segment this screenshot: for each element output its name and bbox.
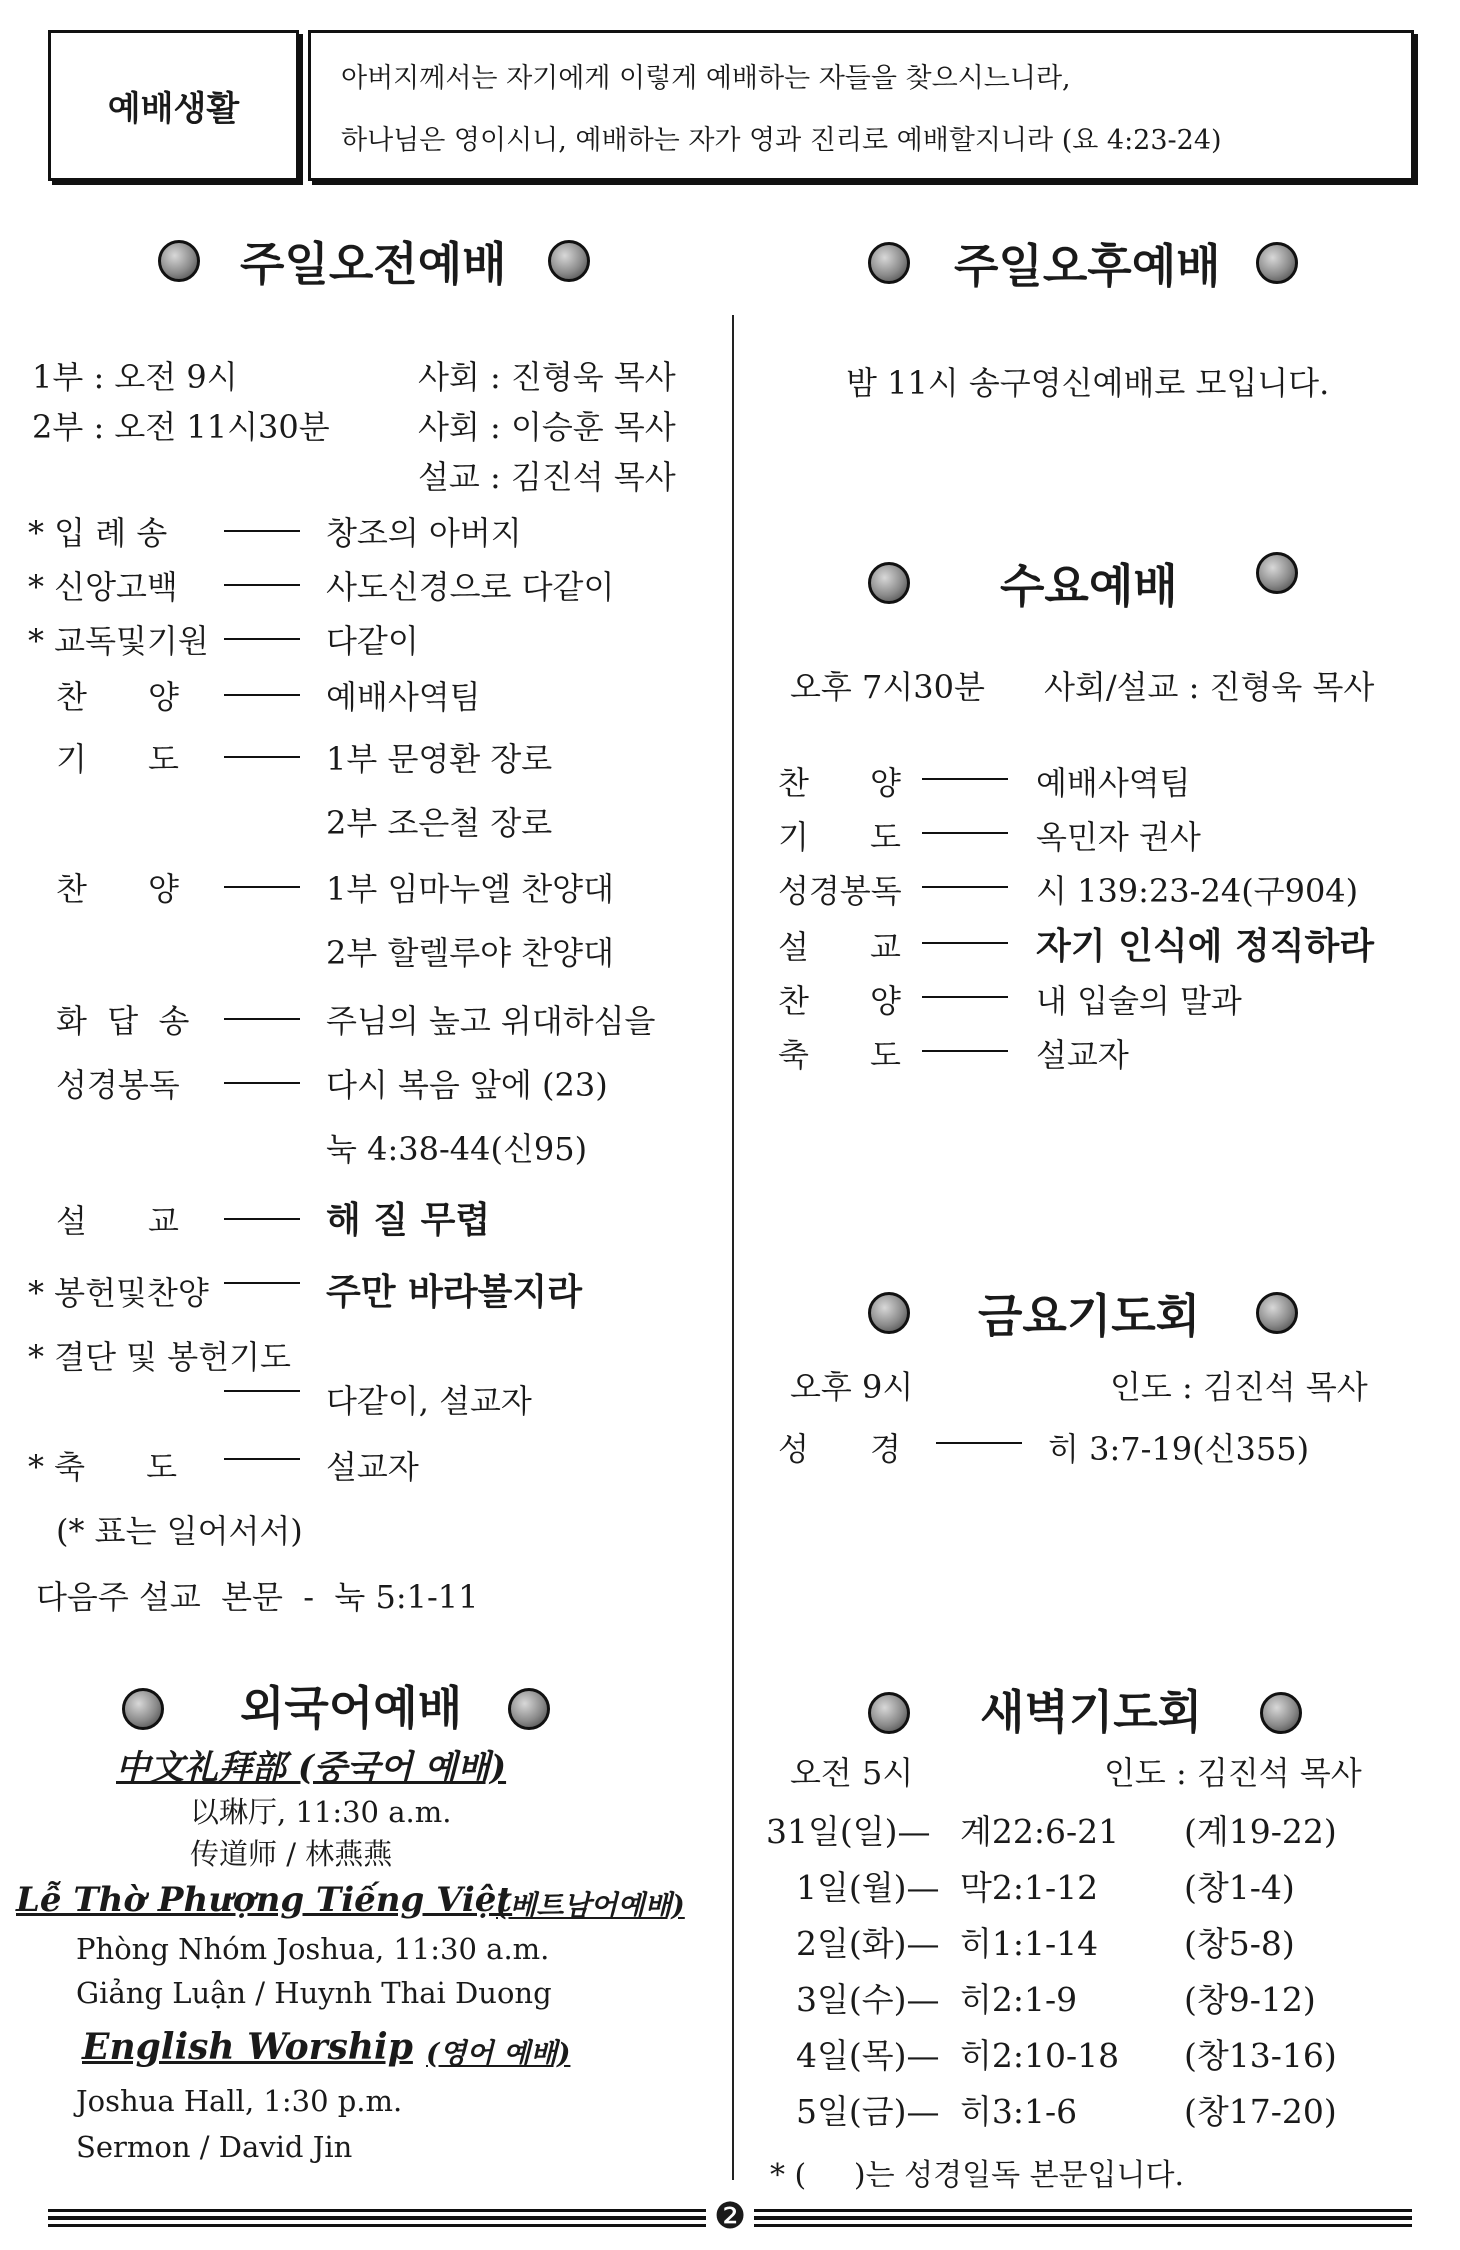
order-value: 1부 문영환 장로: [326, 740, 553, 778]
order-label: 찬 양: [778, 982, 901, 1020]
order-value: 1부 임마누엘 찬양대: [326, 870, 614, 908]
order-label: 찬 양: [56, 678, 179, 716]
order-value: 설교자: [326, 1448, 419, 1486]
order-dash: [224, 638, 300, 640]
dawn-row-reading: (창1-4): [1184, 1868, 1295, 1907]
dawn-title: 새벽기도회: [980, 1685, 1203, 1739]
order-label: 설 교: [778, 928, 901, 966]
offering-hymn: 주만 바라볼지라: [326, 1272, 582, 1313]
next-week-sermon: 다음주 설교 본문 - 눅 5:1-11: [36, 1578, 479, 1616]
bullet-icon: [868, 1292, 910, 1334]
order-dash: [224, 1018, 300, 1020]
dawn-row-reading: (창17-20): [1184, 2092, 1337, 2131]
order-dash: [224, 756, 300, 758]
order-label: 기 도: [778, 818, 901, 856]
order-dash: [224, 584, 300, 586]
order-dash: [224, 530, 300, 532]
wednesday-time: 오후 7시30분: [790, 668, 985, 706]
svc2-time: 2부 : 오전 11시30분: [32, 408, 330, 446]
dawn-row-day: 1일(월)—: [796, 1868, 940, 1907]
order-dash: [922, 778, 1008, 780]
dawn-row-day: 4일(목)—: [796, 2036, 940, 2075]
order-label: * 봉헌및찬양: [28, 1274, 209, 1312]
dawn-row-text: 히3:1-6: [960, 2092, 1078, 2131]
wednesday-sermon-title: 자기 인식에 정직하라: [1036, 926, 1375, 967]
english-service-sub: (영어 예배): [426, 2037, 571, 2070]
viet-service-sub: (베트남어예배): [496, 1889, 685, 1922]
order-label: 찬 양: [778, 764, 901, 802]
dawn-time: 오전 5시: [790, 1754, 914, 1792]
dawn-row-reading: (창5-8): [1184, 1924, 1295, 1963]
bullet-icon: [1256, 1292, 1298, 1334]
order-label: * 결단 및 봉헌기도: [28, 1338, 291, 1376]
order-value-2: 2부 할렐루야 찬양대: [326, 934, 614, 972]
dawn-row-reading: (창13-16): [1184, 2036, 1337, 2075]
column-divider: [732, 315, 734, 2180]
order-label: * 입 례 송: [28, 514, 168, 552]
order-label: 화 답 송: [56, 1002, 190, 1040]
order-value: 다같이, 설교자: [326, 1382, 532, 1420]
chinese-line2: 传道师 / 林燕燕: [190, 1837, 393, 1871]
header-verse-line1: 아버지께서는 자기에게 이렇게 예배하는 자들을 찾으시느니라,: [341, 63, 1071, 94]
svc2-leader: 사회 : 이승훈 목사: [418, 408, 676, 446]
bullet-icon: [868, 1692, 910, 1734]
bullet-icon: [868, 562, 910, 604]
order-value: 다시 복음 앞에 (23): [326, 1066, 608, 1104]
wednesday-leader: 사회/설교 : 진형욱 목사: [1044, 668, 1375, 706]
order-value: 옥민자 권사: [1036, 818, 1201, 856]
foreign-title: 외국어예배: [240, 1681, 463, 1735]
header-verse-box: [308, 30, 1414, 181]
footer-rule-right-mid: [754, 2216, 1412, 2220]
dawn-row-day: 5일(금)—: [796, 2092, 940, 2131]
dawn-row-text: 히1:1-14: [960, 1924, 1099, 1963]
bullet-icon: [122, 1688, 164, 1730]
order-value: 예배사역팀: [326, 678, 481, 716]
order-dash: [922, 886, 1008, 888]
english-service-title: English Worship: [82, 2026, 413, 2068]
order-dash: [922, 996, 1008, 998]
page-number: ❷: [713, 2196, 747, 2237]
order-value: 설교자: [1036, 1036, 1129, 1074]
order-label: 설 교: [56, 1202, 179, 1240]
dawn-row-day: 2일(화)—: [796, 1924, 940, 1963]
order-dash: [936, 1442, 1022, 1444]
bullet-icon: [1256, 552, 1298, 594]
order-dash: [224, 1218, 300, 1220]
afternoon-text: 밤 11시 송구영신예배로 모입니다.: [846, 364, 1330, 402]
standing-note: (* 표는 일어서서): [56, 1512, 303, 1550]
friday-leader: 인도 : 김진석 목사: [1110, 1368, 1368, 1406]
friday-title: 금요기도회: [978, 1289, 1201, 1343]
order-value: 다같이: [326, 622, 419, 660]
english-line2: Sermon / David Jin: [76, 2130, 353, 2164]
viet-line1: Phòng Nhóm Joshua, 11:30 a.m.: [76, 1932, 550, 1966]
order-dash: [224, 1390, 300, 1392]
order-value: 예배사역팀: [1036, 764, 1191, 802]
order-label: 성경봉독: [56, 1066, 180, 1104]
order-label: 성경봉독: [778, 872, 902, 910]
order-value: 주님의 높고 위대하심을: [326, 1002, 656, 1040]
dawn-row-reading: (계19-22): [1184, 1812, 1337, 1851]
header-label: 예배생활: [107, 89, 240, 129]
english-line1: Joshua Hall, 1:30 p.m.: [76, 2084, 403, 2118]
order-value: 창조의 아버지: [326, 514, 522, 552]
order-dash: [922, 832, 1008, 834]
order-label: * 축 도: [28, 1448, 178, 1486]
dawn-row-text: 히2:1-9: [960, 1980, 1078, 2019]
friday-scripture: 히 3:7-19(신355): [1048, 1430, 1310, 1468]
order-value-2: 2부 조은철 장로: [326, 804, 553, 842]
order-label: 기 도: [56, 740, 179, 778]
order-label: 찬 양: [56, 870, 179, 908]
bullet-icon: [1256, 242, 1298, 284]
friday-scripture-label: 성 경: [778, 1430, 901, 1468]
order-label: * 신앙고백: [28, 568, 178, 606]
order-dash: [224, 694, 300, 696]
header-verse-line2: 하나님은 영이시니, 예배하는 자가 영과 진리로 예배할지니라 (요 4:23-24): [341, 125, 1222, 156]
dawn-row-reading: (창9-12): [1184, 1980, 1316, 2019]
order-dash: [224, 886, 300, 888]
dawn-row-text: 계22:6-21: [960, 1812, 1120, 1851]
order-value: 시 139:23-24(구904): [1036, 872, 1359, 910]
chinese-service-title: 中文礼拜部 (중국어 예배): [116, 1748, 507, 1788]
friday-time: 오후 9시: [790, 1368, 914, 1406]
dawn-row-day: 31일(일)—: [766, 1812, 931, 1851]
wednesday-title: 수요예배: [1000, 559, 1178, 613]
order-value: 내 입술의 말과: [1036, 982, 1242, 1020]
bullet-icon: [548, 240, 590, 282]
order-value-2: 눅 4:38-44(신95): [326, 1130, 588, 1168]
footer-rule-left-mid: [48, 2216, 706, 2220]
order-dash: [922, 942, 1008, 944]
dawn-leader: 인도 : 김진석 목사: [1104, 1754, 1362, 1792]
viet-line2: Giảng Luận / Huynh Thai Duong: [76, 1976, 552, 2010]
order-value: 사도신경으로 다같이: [326, 568, 615, 606]
bullet-icon: [868, 242, 910, 284]
svc1-time: 1부 : 오전 9시: [32, 358, 238, 396]
sermon-title: 해 질 무렵: [326, 1200, 491, 1241]
sunday-afternoon-title: 주일오후예배: [954, 239, 1221, 293]
svc1-leader: 사회 : 진형욱 목사: [418, 358, 676, 396]
bullet-icon: [1260, 1692, 1302, 1734]
order-dash: [922, 1050, 1008, 1052]
order-label: 축 도: [778, 1036, 901, 1074]
bullet-icon: [158, 240, 200, 282]
order-dash: [224, 1458, 300, 1460]
chinese-line1: 以琳厅, 11:30 a.m.: [190, 1795, 452, 1829]
order-label: * 교독및기원: [28, 622, 209, 660]
dawn-row-text: 히2:10-18: [960, 2036, 1120, 2075]
order-dash: [224, 1082, 300, 1084]
header-label-box: [48, 30, 299, 181]
preacher: 설교 : 김진석 목사: [418, 458, 676, 496]
order-dash: [224, 1282, 300, 1284]
bullet-icon: [508, 1688, 550, 1730]
sunday-morning-title: 주일오전예배: [240, 237, 507, 291]
viet-service-title: Lễ Thờ Phượng Tiếng Việt: [16, 1880, 513, 1920]
dawn-row-text: 막2:1-12: [960, 1868, 1099, 1907]
dawn-note: * ( )는 성경일독 본문입니다.: [770, 2158, 1185, 2193]
dawn-row-day: 3일(수)—: [796, 1980, 940, 2019]
